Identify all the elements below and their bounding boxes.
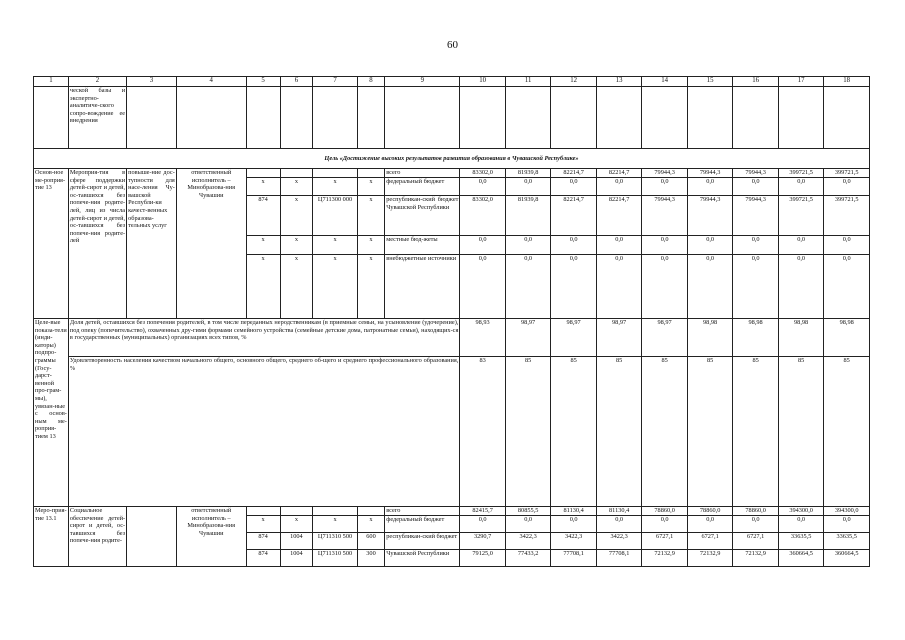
value-cell: 0,0	[596, 178, 642, 196]
value-cell: 98,98	[733, 319, 779, 357]
value-cell: 0,0	[551, 255, 597, 319]
funding-source: местные бюд-жеты	[385, 236, 460, 255]
mer-title: Социальное обеспечение детей-сирот и детей, ос-тавшихся без попече-ния родите-	[68, 507, 126, 567]
value-cell: 0,0	[733, 516, 779, 533]
value-cell: 0,0	[551, 236, 597, 255]
code-cell: x	[357, 516, 385, 533]
value-cell: 0,0	[824, 255, 870, 319]
goal-row	[34, 149, 870, 169]
value-cell: 0,0	[460, 255, 506, 319]
value-cell: 0,0	[733, 178, 779, 196]
code-cell: x	[313, 255, 357, 319]
value-cell: 98,97	[505, 319, 551, 357]
value-cell: 82214,7	[551, 169, 597, 178]
indicators-label: Целе-вые показа-тели (инди-каторы) подпро-граммы (Госу-дарст-венной про-грам-мы), увязан-ные с основ-ным ме-роприя-тием 13	[34, 319, 69, 507]
funding-source: республикан-ский бюджет	[385, 533, 460, 550]
osn-code: Основ-ное ме-роприя-тие 13	[34, 169, 69, 319]
value-cell: 0,0	[596, 255, 642, 319]
code-cell: 874	[246, 533, 280, 550]
code-cell	[246, 507, 280, 516]
osn-title: Мероприя-тия в сфере поддержки детей-сирот и детей, ос-тавшихся без попече-ния родите-лей, лиц из числа детей-сирот и детей, ос-тавшихся без попече-ния родите-лей	[68, 169, 126, 319]
value-cell: 0,0	[505, 516, 551, 533]
code-cell: 1004	[280, 550, 313, 567]
column-header: 3	[127, 77, 177, 87]
value-cell: 83302,0	[460, 169, 506, 178]
value-cell: 81130,4	[551, 507, 597, 516]
code-cell: x	[280, 236, 313, 255]
value-cell: 0,0	[824, 236, 870, 255]
value-cell: 0,0	[460, 516, 506, 533]
code-cell: x	[280, 178, 313, 196]
value-cell: 82214,7	[596, 169, 642, 178]
column-header: 5	[246, 77, 280, 87]
code-cell	[280, 507, 313, 516]
value-cell: 0,0	[642, 516, 688, 533]
osn-executor: ответственный исполнитель – Минобразова-ния Чувашии	[176, 169, 246, 319]
value-cell: 85	[505, 357, 551, 507]
code-cell	[313, 169, 357, 178]
column-header: 18	[824, 77, 870, 87]
code-cell: 1004	[280, 533, 313, 550]
value-cell: 3422,3	[505, 533, 551, 550]
value-cell: 0,0	[505, 236, 551, 255]
osn-goal: повыше-ние дос-тупности для насе-ления Чу-вашской Республи-ки качест-венных образова-тельных услуг	[127, 169, 177, 319]
indicator-text: Доля детей, оставшихся без попечения родителей, в том числе переданных неродственникам (в приемные семьи, на усыновление (удочерение), под опеку (попечительство), охваченных дру-гими формами семейного устройства (семейные детские дома, патронатные семьи), находящих-ся в государственных (муниципальных) организациях всех типов, %	[68, 319, 459, 357]
code-cell: x	[246, 236, 280, 255]
value-cell: 6727,1	[687, 533, 733, 550]
indicator-row	[34, 319, 870, 357]
value-cell: 0,0	[460, 178, 506, 196]
value-cell: 0,0	[778, 255, 824, 319]
value-cell: 0,0	[824, 178, 870, 196]
column-header: 6	[280, 77, 313, 87]
value-cell: 0,0	[642, 178, 688, 196]
code-cell: x	[246, 255, 280, 319]
value-cell: 78860,0	[733, 507, 779, 516]
value-cell: 81939,8	[505, 196, 551, 236]
funding-source: всего	[385, 169, 460, 178]
value-cell: 98,97	[551, 319, 597, 357]
funding-source: федеральный бюджет	[385, 178, 460, 196]
value-cell: 399721,5	[824, 169, 870, 178]
funding-source: республикан-ский бюджет Чувашской Республики	[385, 196, 460, 236]
value-cell: 79944,3	[642, 169, 688, 178]
code-cell: 300	[357, 550, 385, 567]
value-cell: 3422,3	[596, 533, 642, 550]
code-cell: x	[280, 255, 313, 319]
value-cell: 85	[687, 357, 733, 507]
value-cell: 85	[551, 357, 597, 507]
code-cell: x	[246, 178, 280, 196]
value-cell: 0,0	[778, 516, 824, 533]
column-header: 4	[176, 77, 246, 87]
value-cell: 85	[642, 357, 688, 507]
value-cell: 83302,0	[460, 196, 506, 236]
value-cell: 85	[596, 357, 642, 507]
code-cell: x	[280, 516, 313, 533]
column-header: 2	[68, 77, 126, 87]
mer-code: Меро-прия-тие 13.1	[34, 507, 69, 567]
code-cell: x	[313, 236, 357, 255]
code-cell	[313, 507, 357, 516]
mer-goal	[127, 507, 177, 567]
value-cell: 0,0	[687, 178, 733, 196]
value-cell: 79944,3	[687, 169, 733, 178]
column-header: 13	[596, 77, 642, 87]
value-cell: 399721,5	[778, 196, 824, 236]
cont-activity-text: ческой базы и экспертно-аналитиче-ского сопро-вождение ее внедрения	[68, 87, 126, 149]
value-cell: 0,0	[824, 516, 870, 533]
osn-row	[34, 169, 870, 178]
value-cell: 80855,5	[505, 507, 551, 516]
value-cell: 33635,5	[824, 533, 870, 550]
value-cell: 0,0	[596, 516, 642, 533]
value-cell: 0,0	[733, 236, 779, 255]
column-header: 17	[778, 77, 824, 87]
code-cell	[280, 169, 313, 178]
indicator-text: Удовлетворенность населения качеством начального общего, основного общего, среднего об-щего и среднего профессионального образования, %	[68, 357, 459, 507]
value-cell: 0,0	[505, 255, 551, 319]
code-cell	[246, 169, 280, 178]
value-cell: 82214,7	[551, 196, 597, 236]
continuation-row	[34, 87, 870, 149]
code-cell: Ц711310 500	[313, 550, 357, 567]
column-header: 14	[642, 77, 688, 87]
value-cell: 77708,1	[551, 550, 597, 567]
value-cell: 3422,3	[551, 533, 597, 550]
value-cell: 0,0	[551, 516, 597, 533]
value-cell: 79944,3	[642, 196, 688, 236]
value-cell: 79944,3	[733, 196, 779, 236]
code-cell: x	[357, 236, 385, 255]
value-cell: 6727,1	[642, 533, 688, 550]
code-cell: x	[357, 196, 385, 236]
value-cell: 77433,2	[505, 550, 551, 567]
code-cell	[357, 169, 385, 178]
value-cell: 399721,5	[824, 196, 870, 236]
value-cell: 0,0	[551, 178, 597, 196]
value-cell: 79125,0	[460, 550, 506, 567]
value-cell: 6727,1	[733, 533, 779, 550]
value-cell: 0,0	[778, 236, 824, 255]
funding-source: федеральный бюджет	[385, 516, 460, 533]
code-cell: 600	[357, 533, 385, 550]
mer-row	[34, 507, 870, 516]
value-cell: 0,0	[687, 516, 733, 533]
value-cell: 0,0	[687, 255, 733, 319]
value-cell: 81939,8	[505, 169, 551, 178]
value-cell: 3290,7	[460, 533, 506, 550]
code-cell: x	[246, 516, 280, 533]
mer-executor: ответственный исполнитель – Минобразова-ния Чувашии	[176, 507, 246, 567]
value-cell: 83	[460, 357, 506, 507]
value-cell: 0,0	[642, 255, 688, 319]
value-cell: 79944,3	[687, 196, 733, 236]
value-cell: 82415,7	[460, 507, 506, 516]
funding-source: всего	[385, 507, 460, 516]
code-cell: x	[357, 178, 385, 196]
value-cell: 72132,9	[687, 550, 733, 567]
column-header-row	[34, 77, 870, 87]
value-cell: 82214,7	[596, 196, 642, 236]
value-cell: 98,98	[824, 319, 870, 357]
column-header: 11	[505, 77, 551, 87]
code-cell: x	[357, 255, 385, 319]
value-cell: 78860,0	[642, 507, 688, 516]
value-cell: 360664,5	[778, 550, 824, 567]
value-cell: 85	[733, 357, 779, 507]
code-cell: 874	[246, 550, 280, 567]
value-cell: 0,0	[460, 236, 506, 255]
value-cell: 394300,0	[778, 507, 824, 516]
value-cell: 98,98	[687, 319, 733, 357]
value-cell: 72132,9	[642, 550, 688, 567]
value-cell: 394300,0	[824, 507, 870, 516]
value-cell: 98,97	[596, 319, 642, 357]
value-cell: 33635,5	[778, 533, 824, 550]
value-cell: 0,0	[505, 178, 551, 196]
value-cell: 78860,0	[687, 507, 733, 516]
value-cell: 85	[824, 357, 870, 507]
code-cell: Ц711300 000	[313, 196, 357, 236]
value-cell: 77708,1	[596, 550, 642, 567]
code-cell: x	[313, 178, 357, 196]
value-cell: 85	[778, 357, 824, 507]
value-cell: 0,0	[687, 236, 733, 255]
value-cell: 72132,9	[733, 550, 779, 567]
code-cell: 874	[246, 196, 280, 236]
column-header: 10	[460, 77, 506, 87]
indicator-row	[34, 357, 870, 507]
value-cell: 0,0	[642, 236, 688, 255]
goal-title: Цель «Достижение высоких результатов развития образования в Чувашской Республике»	[34, 149, 870, 169]
column-header: 7	[313, 77, 357, 87]
code-cell: Ц711310 500	[313, 533, 357, 550]
value-cell: 360664,5	[824, 550, 870, 567]
value-cell: 98,97	[642, 319, 688, 357]
value-cell: 0,0	[596, 236, 642, 255]
budget-table	[33, 76, 870, 567]
column-header: 8	[357, 77, 385, 87]
value-cell: 98,98	[778, 319, 824, 357]
value-cell: 399721,5	[778, 169, 824, 178]
column-header: 16	[733, 77, 779, 87]
value-cell: 81130,4	[596, 507, 642, 516]
code-cell	[357, 507, 385, 516]
code-cell: x	[280, 196, 313, 236]
code-cell: x	[313, 516, 357, 533]
column-header: 9	[385, 77, 460, 87]
funding-source: внебюджетные источники	[385, 255, 460, 319]
column-header: 12	[551, 77, 597, 87]
funding-source: Чувашской Республики	[385, 550, 460, 567]
value-cell: 79944,3	[733, 169, 779, 178]
value-cell: 0,0	[733, 255, 779, 319]
page-number: 60	[447, 39, 458, 51]
value-cell: 98,93	[460, 319, 506, 357]
column-header: 1	[34, 77, 69, 87]
value-cell: 0,0	[778, 178, 824, 196]
column-header: 15	[687, 77, 733, 87]
